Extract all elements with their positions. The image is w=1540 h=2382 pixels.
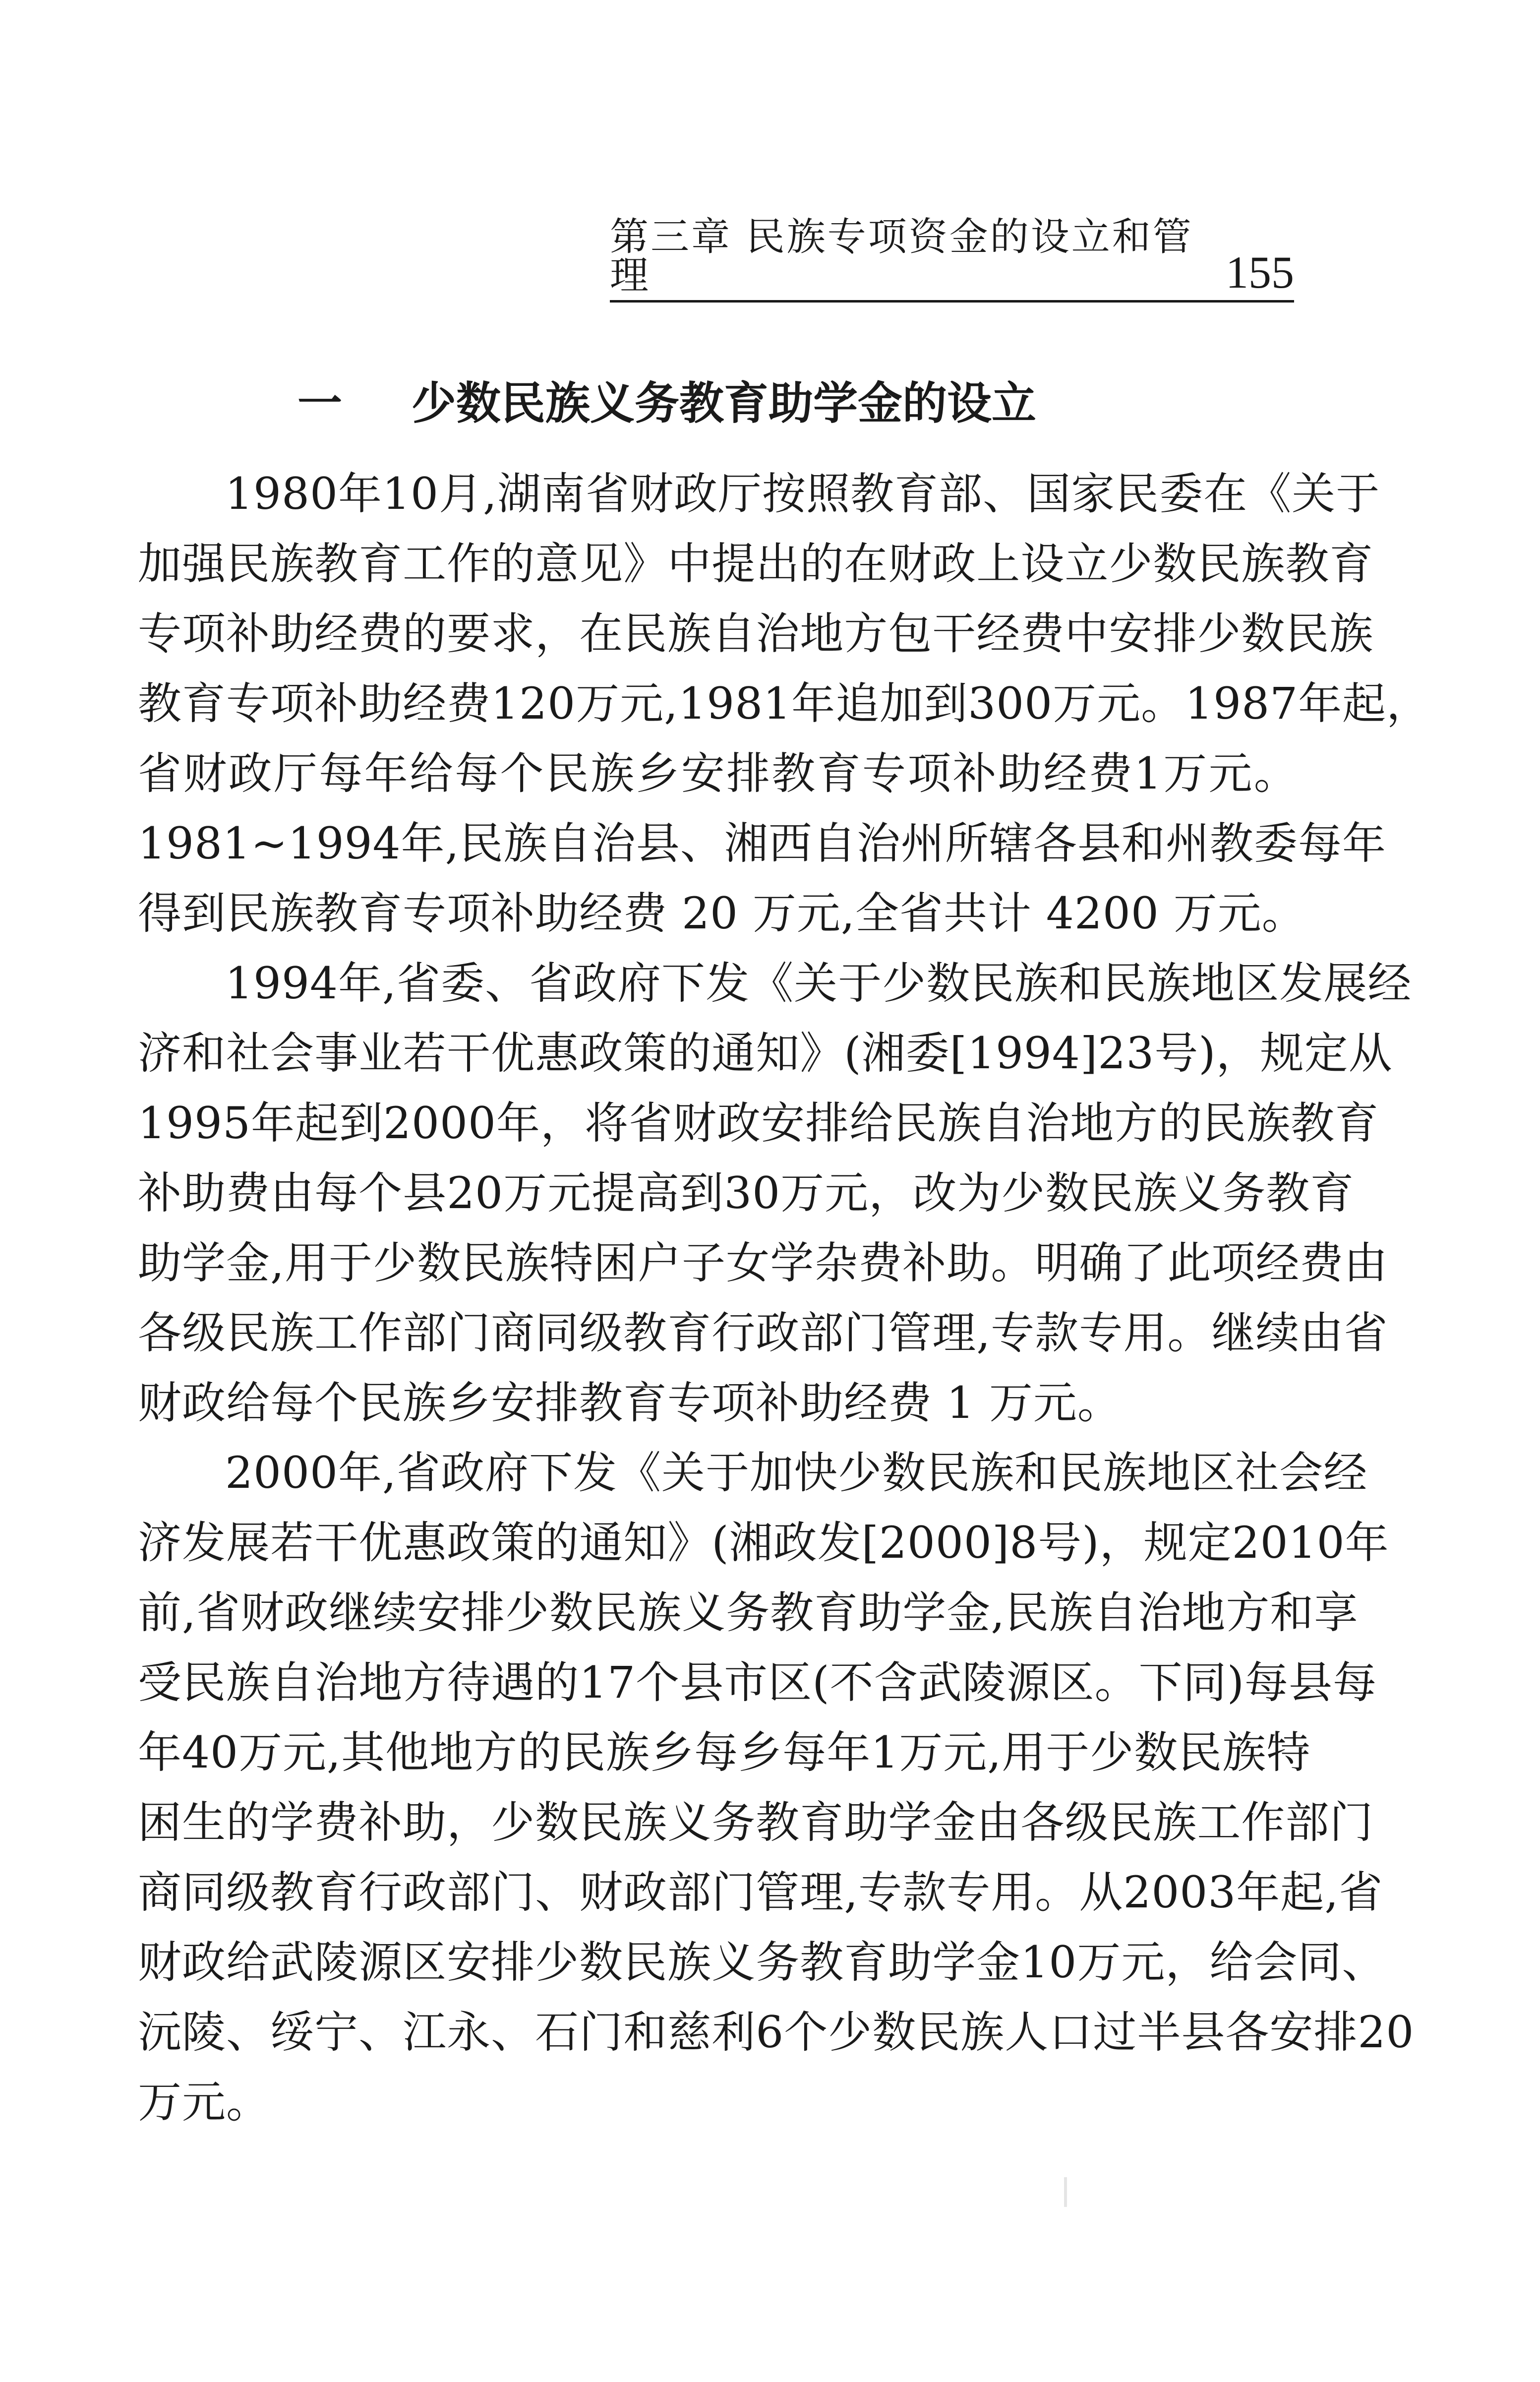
paragraph-line: 困 生 的 学 费 补 助 ， 少 数 民 族 义 务 教 育 助 学 金 由 各 级 民 族 工 作 部 门 (138, 1797, 1374, 1848)
paragraph-line: 省 财 政 厅 每 年 给 每 个 民 族 乡 安 排 教 育 专 项 补 助 经 费 1 万 元 。 (138, 748, 1298, 799)
paragraph-line: 补 助 费 由 每 个 县 20 万 元 提 高 到 30 万 元 ， 改 为 少 数 民 族 义 务 教 育 (138, 1167, 1355, 1219)
page-number: 155 (1226, 247, 1294, 298)
paragraph-line: 各 级 民 族 工 作 部 门 商 同 级 教 育 行 政 部 门 管 理 , 专 款 专 用 。 继 续 由 省 (138, 1307, 1388, 1358)
paragraph-line: 得到民族教育专项补助经费 20 万元,全省共计 4200 万元。 (138, 888, 1306, 939)
paragraph-line: 前 , 省 财 政 继 续 安 排 少 数 民 族 义 务 教 育 助 学 金 , 民 族 自 治 地 方 和 享 (138, 1587, 1359, 1638)
paragraph-line: 济 和 社 会 事 业 若 干 优 惠 政 策 的 通 知 》 ( 湘 委 [1994]23 号 ) ， 规 定 从 (138, 1028, 1393, 1079)
paragraph-line: 助 学 金 , 用 于 少 数 民 族 特 困 户 子 女 学 杂 费 补 助 。 明 确 了 此 项 经 费 由 (138, 1237, 1388, 1288)
scan-artifact (1064, 2177, 1067, 2207)
paragraph-line: 万元。 (138, 2077, 271, 2128)
paragraph-line: 受 民 族 自 治 地 方 待 遇 的 17 个 县 市 区 ( 不 含 武 陵 源 区 。 下 同 ) 每 县 每 (138, 1657, 1377, 1708)
paragraph-line: 1994 年 , 省 委 、 省 政 府 下 发 《 关 于 少 数 民 族 和 民 族 地 区 发 展 经 (225, 958, 1412, 1009)
paragraph-line: 商 同 级 教 育 行 政 部 门 、 财 政 部 门 管 理 , 专 款 专 用 。 从 2003 年 起 , 省 (138, 1867, 1383, 1918)
section-heading (297, 367, 1036, 431)
paragraph-line: 济 发 展 若 干 优 惠 政 策 的 通 知 》 ( 湘 政 发 [2000]8 号 ) ， 规 定 2010 年 (138, 1517, 1389, 1568)
paragraph-line: 财政给每个民族乡安排教育专项补助经费 1 万元。 (138, 1377, 1122, 1428)
paragraph-line: 2000 年 , 省 政 府 下 发 《 关 于 加 快 少 数 民 族 和 民 族 地 区 社 会 经 (225, 1447, 1368, 1498)
paragraph-line: 加 强 民 族 教 育 工 作 的 意 见 》 中 提 出 的 在 财 政 上 设 立 少 数 民 族 教 育 (138, 538, 1374, 589)
paragraph-line: 教 育 专 项 补 助 经 费 120 万 元 , 1981 年 追 加 到 300 万 元 。 1987 年 起 ， (138, 678, 1431, 729)
paragraph-line: 年 40 万 元 , 其 他 地 方 的 民 族 乡 每 乡 每 年 1 万 元 , 用 于 少 数 民 族 特 (138, 1727, 1311, 1778)
paragraph-line: 财 政 给 武 陵 源 区 安 排 少 数 民 族 义 务 教 育 助 学 金 10 万 元 ， 给 会 同 、 (138, 1937, 1386, 1988)
paragraph-line: 1980 年 10 月 , 湖 南 省 财 政 厅 按 照 教 育 部 、 国 家 民 委 在 《 关 于 (225, 468, 1380, 519)
chapter-title: 第三章 民族专项资金的设立和管理 (610, 215, 1193, 298)
section-title: 少数民族义务教育助学金的设立 (412, 377, 1036, 429)
body-text (138, 459, 1431, 2137)
section-number: 一 (297, 377, 342, 429)
paragraph-line: 1981 ~ 1994 年 , 民 族 自 治 县 、 湘 西 自 治 州 所 辖 各 县 和 州 教 委 每 年 (138, 818, 1386, 869)
running-header (610, 215, 1294, 303)
paragraph-line: 专 项 补 助 经 费 的 要 求 ， 在 民 族 自 治 地 方 包 干 经 费 中 安 排 少 数 民 族 (138, 608, 1374, 659)
paragraph-line: 沅 陵 、 绥 宁 、 江 永 、 石 门 和 慈 利 6 个 少 数 民 族 人 口 过 半 县 各 安 排 20 (138, 2007, 1415, 2058)
paragraph-line: 1995 年 起 到 2000 年 ， 将 省 财 政 安 排 给 民 族 自 治 地 方 的 民 族 教 育 (138, 1098, 1379, 1149)
